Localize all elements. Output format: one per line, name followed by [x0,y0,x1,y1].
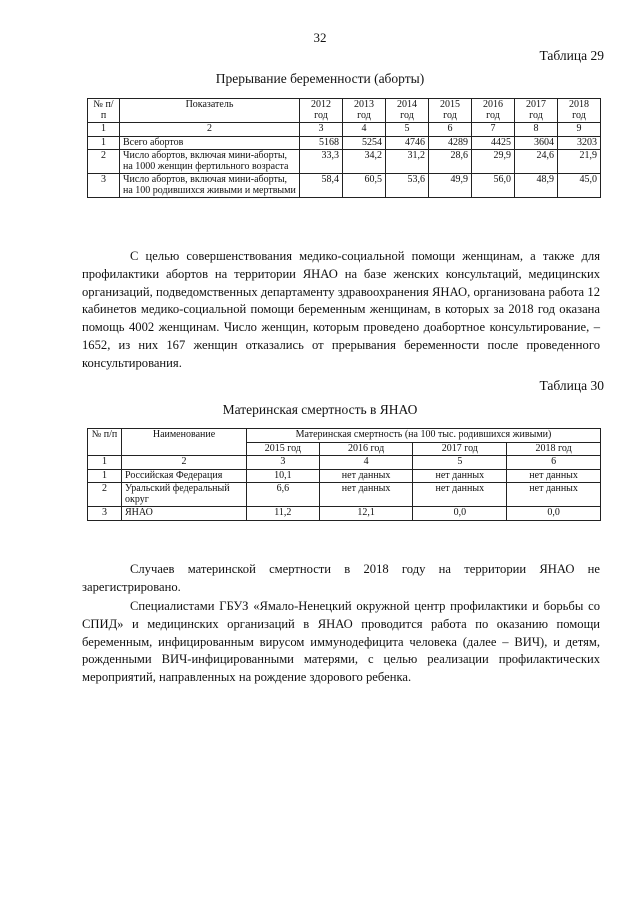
index-cell: 2 [120,123,300,137]
value-cell: 0,0 [507,507,601,521]
value-cell: 6,6 [247,483,320,507]
index-cell: 1 [88,123,120,137]
value-cell: 28,6 [429,150,472,174]
table29-label: Таблица 29 [539,48,604,63]
value-cell: 21,9 [558,150,601,174]
value-cell: 3203 [558,136,601,150]
value-cell: 10,1 [247,469,320,483]
table-abortions [87,98,601,198]
row-num: 1 [88,136,120,150]
paragraph-text: Специалистами ГБУЗ «Ямало-Ненецкий окружной центр профилактики и борьбы со СПИД» и медицинских организаций в ЯНАО проводится работа по оказанию помощи беременным, инфицированным вирусом иммунодефицита человека (далее – ВИЧ), и детям, рожденными ВИЧ-инфицированными матерями, с целью реализации профилактических мероприятий, направленных на рождение здорового ребенка. [82,599,600,685]
index-cell: 4 [343,123,386,137]
row-num: 1 [88,469,122,483]
row-name: Всего абортов [120,136,300,150]
value-cell: нет данных [507,483,601,507]
value-cell: 49,9 [429,174,472,198]
value-cell: 11,2 [247,507,320,521]
index-cell: 4 [319,456,413,470]
value-cell: 56,0 [472,174,515,198]
index-cell: 6 [507,456,601,470]
value-cell: 4425 [472,136,515,150]
value-cell: нет данных [413,483,507,507]
value-cell: 0,0 [413,507,507,521]
table-row [88,507,601,521]
value-cell: нет данных [319,483,413,507]
table30-index-row [88,456,601,470]
paragraph-text: Случаев материнской смертности в 2018 году на территории ЯНАО не зарегистрировано. [82,562,600,594]
header-num: № п/п [88,99,120,123]
value-cell: 53,6 [386,174,429,198]
table29-title: Прерывание беременности (аборты) [215,71,425,86]
index-cell: 3 [300,123,343,137]
header-year: 2016 год [472,99,515,123]
table-row [88,150,601,174]
paragraph-abortion-prevention [82,248,600,373]
row-name: Число абортов, включая мини-аборты, на 1000 женщин фертильного возраста [120,150,300,174]
index-cell: 9 [558,123,601,137]
table-row [88,174,601,198]
index-cell: 8 [515,123,558,137]
value-cell: 12,1 [319,507,413,521]
value-cell: 60,5 [343,174,386,198]
table30-header-row [88,429,601,443]
header-indicator: Показатель [120,99,300,123]
value-cell: 58,4 [300,174,343,198]
row-num: 2 [88,483,122,507]
header-year: 2014 год [386,99,429,123]
header-name: Наименование [122,429,247,456]
row-name: Число абортов, включая мини-аборты, на 100 родившихся живыми и мертвыми [120,174,300,198]
index-cell: 7 [472,123,515,137]
value-cell: 4289 [429,136,472,150]
value-cell: 4746 [386,136,429,150]
value-cell: 45,0 [558,174,601,198]
value-cell: 3604 [515,136,558,150]
table29-header-row [88,99,601,123]
table29-index-row [88,123,601,137]
index-cell: 5 [386,123,429,137]
paragraph-text: С целью совершенствования медико-социальной помощи женщинам, а также для профилактики абортов на территории ЯНАО на базе женских консультаций, медицинских организаций, подведомственных департаменту здравоохранения ЯНАО, организована работа 12 кабинетов медико-социальной помощи беременным женщинам, в которых за 2018 год оказана помощь 4002 женщинам. Число женщин, которым проведено доабортное консультирование, – 1652, из них 167 женщин отказались от прерывания беременности после проведенного консультирования. [82,249,600,370]
header-group: Материнская смертность (на 100 тыс. родившихся живыми) [247,429,601,443]
page-number: 32 [313,30,327,45]
header-year: 2016 год [319,442,413,456]
row-name: ЯНАО [122,507,247,521]
header-num: № п/п [88,429,122,456]
table30-label: Таблица 30 [539,378,604,393]
value-cell: 5168 [300,136,343,150]
header-year: 2017 год [515,99,558,123]
row-name: Уральский федеральный округ [122,483,247,507]
index-cell: 1 [88,456,122,470]
value-cell: нет данных [319,469,413,483]
table-maternal-mortality [87,428,601,521]
index-cell: 2 [122,456,247,470]
header-year: 2013 год [343,99,386,123]
table-row [88,483,601,507]
paragraph-no-mortality [82,561,600,597]
value-cell: 5254 [343,136,386,150]
paragraph-hiv-prevention [82,598,600,687]
table-row [88,136,601,150]
index-cell: 6 [429,123,472,137]
value-cell: 24,6 [515,150,558,174]
header-year: 2015 год [247,442,320,456]
header-year: 2018 год [558,99,601,123]
header-year: 2015 год [429,99,472,123]
table-row [88,469,601,483]
header-year: 2012 год [300,99,343,123]
index-cell: 3 [247,456,320,470]
value-cell: 48,9 [515,174,558,198]
row-num: 3 [88,507,122,521]
table30-title: Материнская смертность в ЯНАО [222,402,418,417]
index-cell: 5 [413,456,507,470]
value-cell: 29,9 [472,150,515,174]
value-cell: нет данных [413,469,507,483]
value-cell: 34,2 [343,150,386,174]
value-cell: 33,3 [300,150,343,174]
header-year: 2018 год [507,442,601,456]
header-year: 2017 год [413,442,507,456]
value-cell: 31,2 [386,150,429,174]
row-num: 3 [88,174,120,198]
value-cell: нет данных [507,469,601,483]
row-num: 2 [88,150,120,174]
row-name: Российская Федерация [122,469,247,483]
